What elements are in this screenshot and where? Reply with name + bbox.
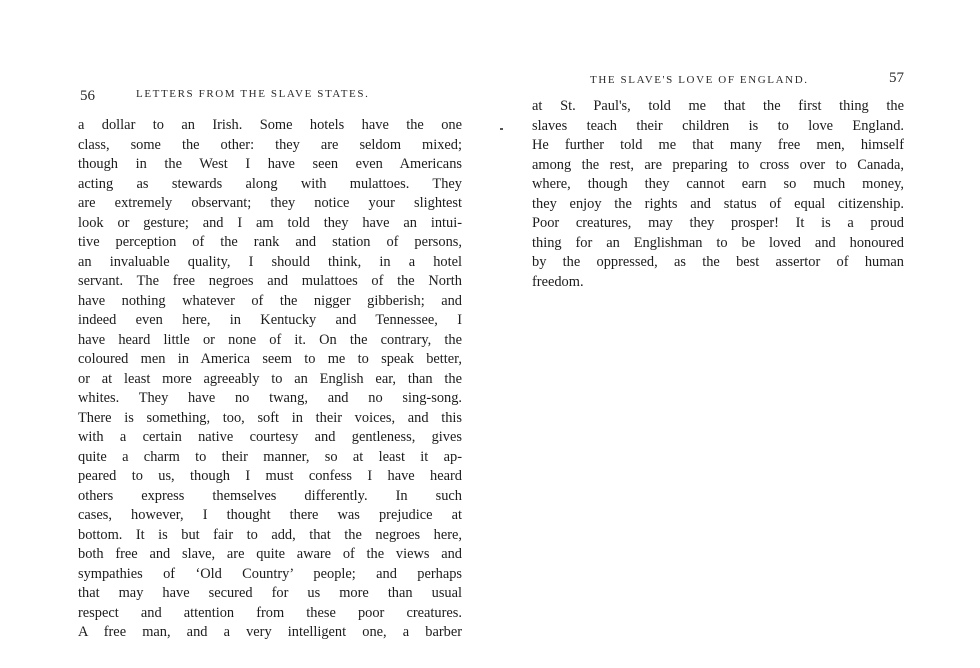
text-line: freedom. <box>532 273 584 290</box>
text-line: at St. Paul's, told me that the first thing the <box>532 98 904 114</box>
right-running-head <box>532 68 904 98</box>
text-line: others express themselves differently. In such <box>78 487 462 504</box>
text-line: A free man, and a very intelligent one, a barber <box>78 624 462 640</box>
text-line: peared to us, though I must confess I have heard <box>78 468 462 484</box>
text-line: where, though they cannot earn so much money, <box>532 176 904 192</box>
text-line: a dollar to an Irish. Some hotels have the one <box>78 117 462 133</box>
text-line: an invaluable quality, I should think, in a hotel <box>78 253 462 270</box>
text-line: they enjoy the rights and status of equal citizenship. <box>532 195 904 212</box>
text-line: He further told me that many free men, himself <box>532 137 904 153</box>
text-line: acting as stewards along with mulattoes. They <box>78 175 462 192</box>
text-line: class, some the other: they are seldom mixed; <box>78 136 462 153</box>
left-running-head <box>78 68 462 104</box>
text-line: whites. They have no twang, and no sing-song. <box>78 390 462 406</box>
text-line: among the rest, are preparing to cross over to Canada, <box>532 156 904 173</box>
text-line: are extremely observant; they notice your slightest <box>78 195 462 211</box>
left-running-head-title: LETTERS FROM THE SLAVE STATES. <box>136 88 370 100</box>
text-line: thing for an Englishman to be loved and honoured <box>532 234 904 251</box>
text-line: bottom. It is but fair to add, that the negroes here, <box>78 526 462 543</box>
right-running-head-title: THE SLAVE'S LOVE OF ENGLAND. <box>590 74 809 86</box>
text-line: or at least more agreeably to an English ear, than the <box>78 370 462 387</box>
text-line: cases, however, I thought there was prejudice at <box>78 507 462 523</box>
text-line: quite a charm to their manner, so at least it ap- <box>78 448 462 465</box>
text-line: coloured men in America seem to me to speak better, <box>78 351 462 367</box>
text-line: Poor creatures, may they prosper! It is a proud <box>532 215 904 231</box>
text-line: that may have secured for us more than usual <box>78 585 462 601</box>
text-line: respect and attention from these poor creatures. <box>78 604 462 621</box>
text-line: with a certain native courtesy and gentleness, gives <box>78 429 462 445</box>
text-line: have heard little or none of it. On the contrary, the <box>78 331 462 348</box>
text-line: tive perception of the rank and station of persons, <box>78 234 462 250</box>
left-body-text <box>78 116 462 643</box>
text-line: slaves teach their children is to love England. <box>532 117 904 134</box>
text-line: though in the West I have seen even Americans <box>78 156 462 172</box>
text-line: servant. The free negroes and mulattoes of the North <box>78 273 462 289</box>
left-page-number: 56 <box>80 88 95 104</box>
text-line: by the oppressed, as the best assertor of human <box>532 254 904 270</box>
text-line: sympathies of ‘Old Country’ people; and perhaps <box>78 565 462 582</box>
text-line: indeed even here, in Kentucky and Tennessee, I <box>78 312 462 328</box>
stray-ink-mark <box>500 128 503 130</box>
text-line: look or gesture; and I am told they have an intui- <box>78 214 462 231</box>
text-line: There is something, too, soft in their voices, and this <box>78 409 462 426</box>
text-line: both free and slave, are quite aware of the views and <box>78 546 462 562</box>
right-body-text <box>532 97 904 292</box>
right-page-number: 57 <box>889 70 904 86</box>
text-line: have nothing whatever of the nigger gibberish; and <box>78 292 462 309</box>
